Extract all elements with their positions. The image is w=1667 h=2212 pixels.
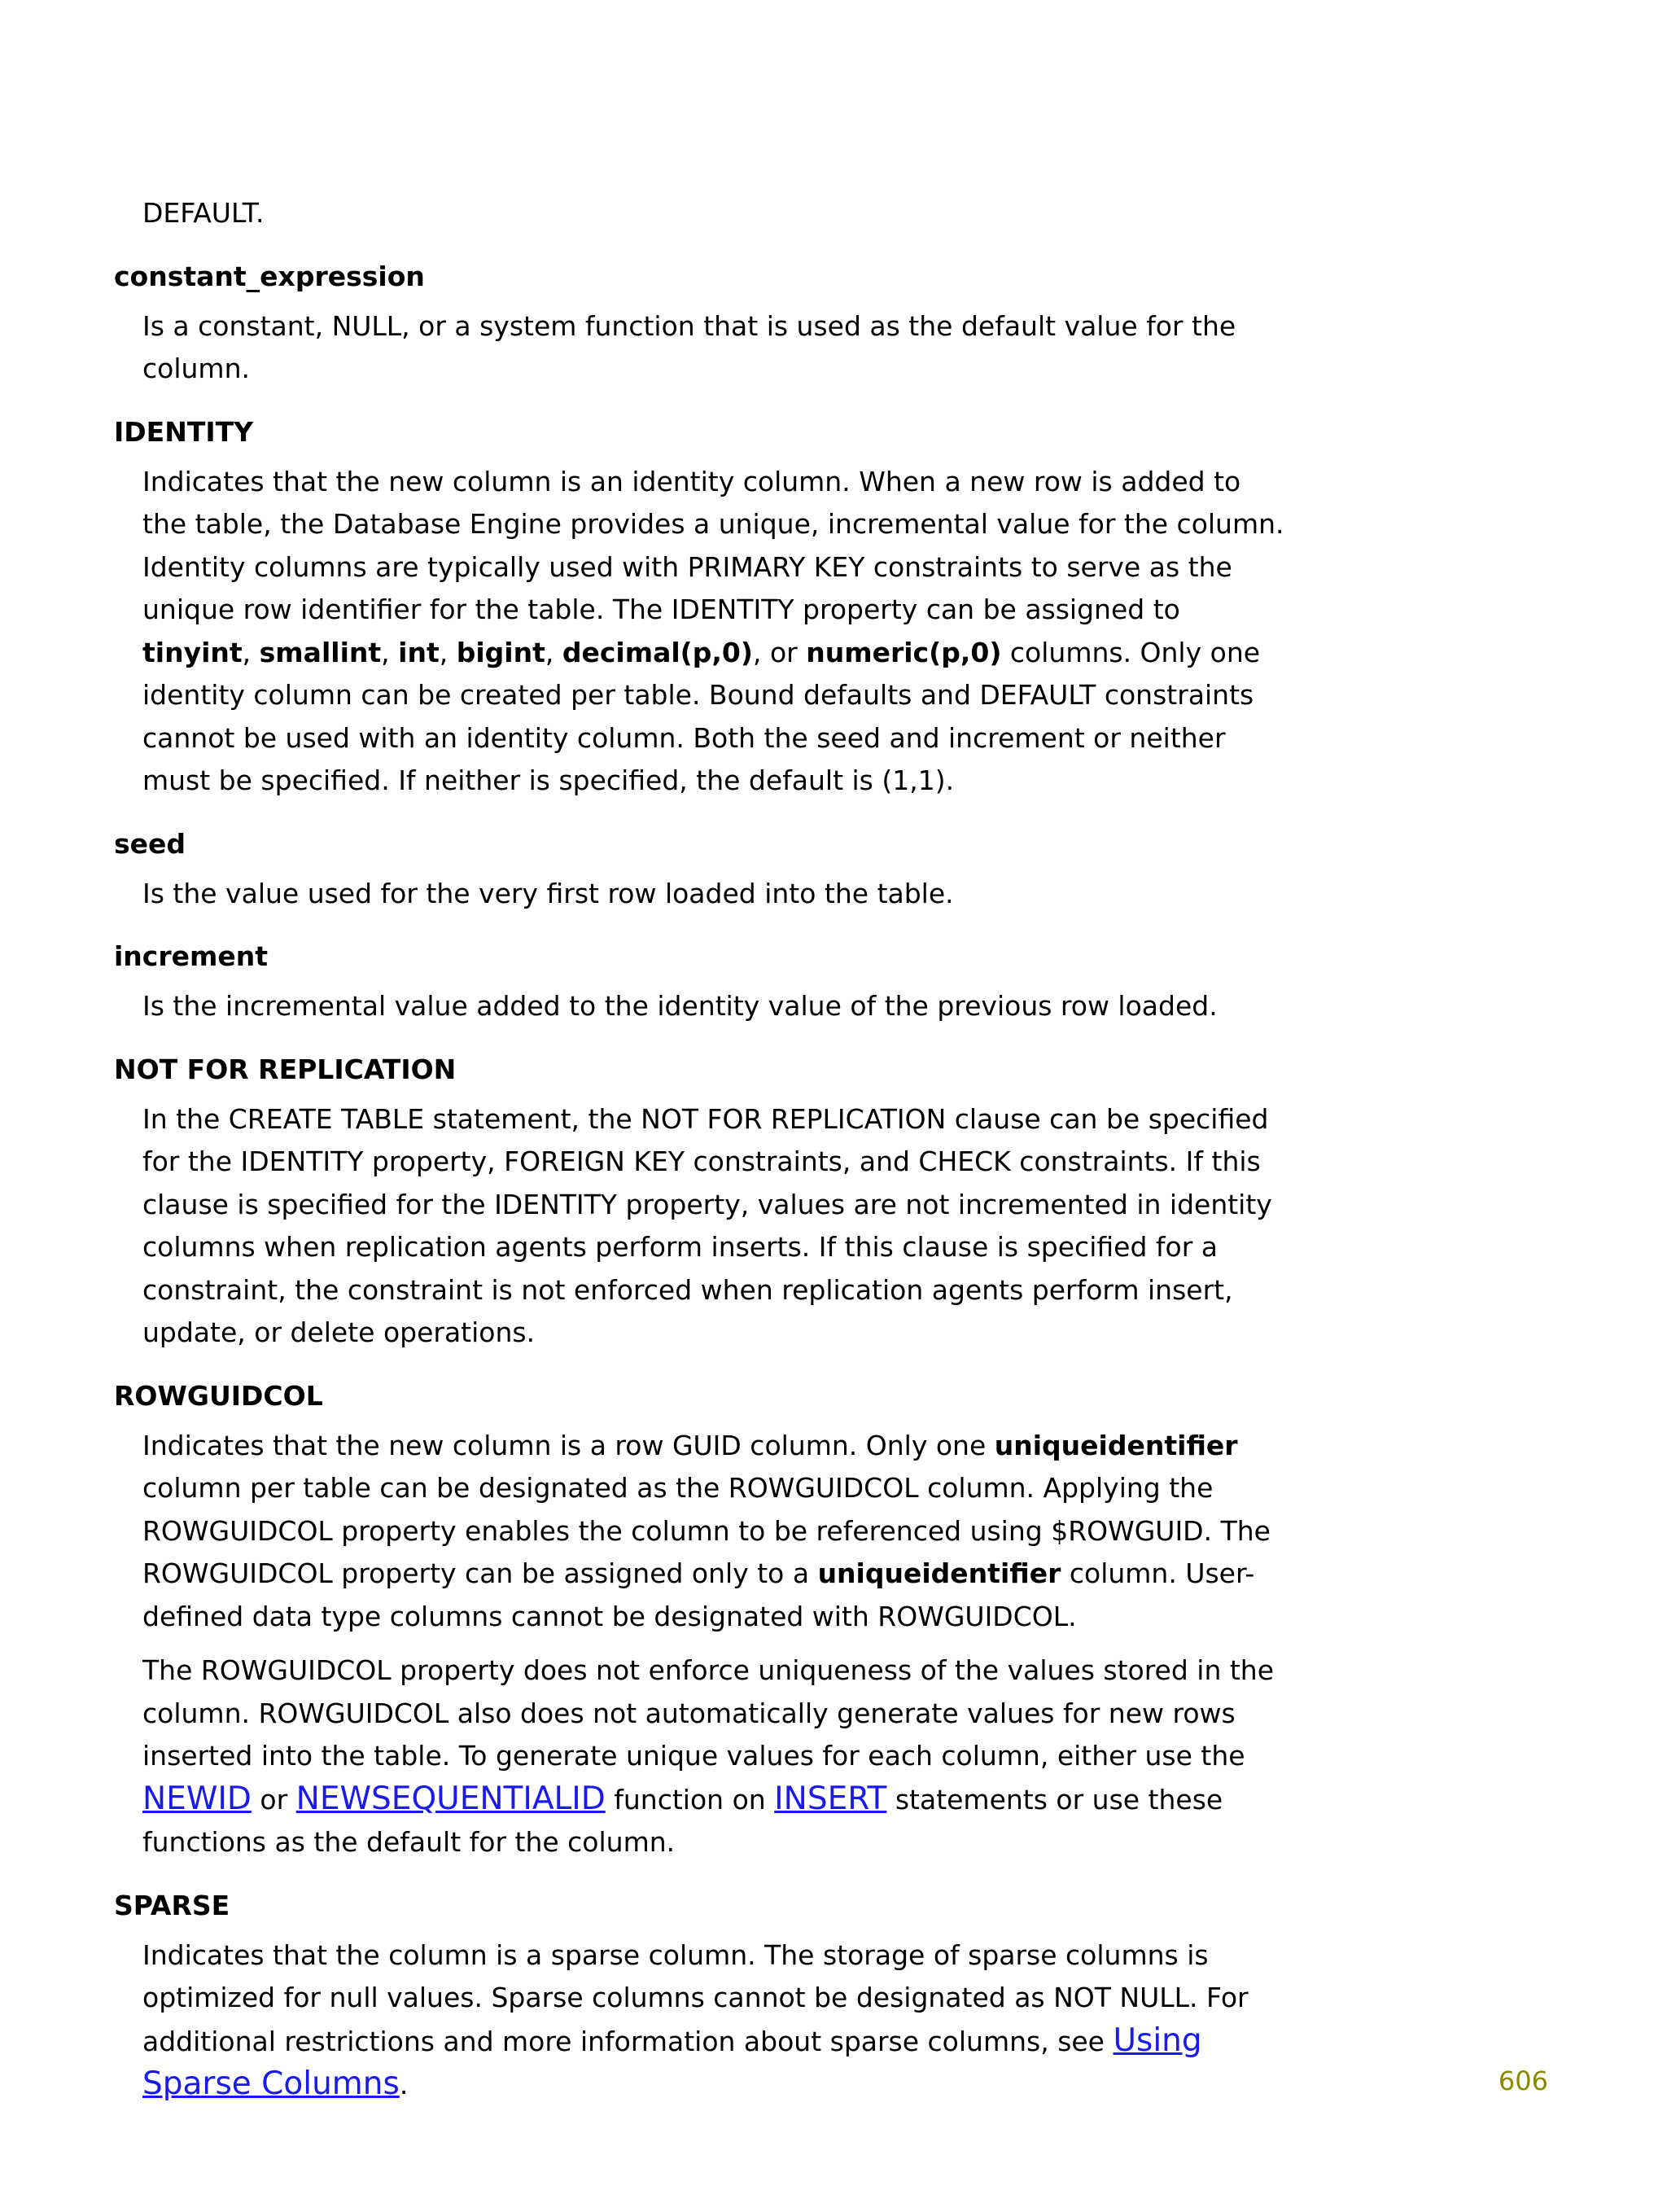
identity-type-numeric: numeric(p,0): [806, 636, 1002, 668]
rowguidcol-paragraph-2: [142, 1649, 1286, 1864]
rowguidcol-paragraph-1: [142, 1425, 1286, 1639]
desc-constant-expression: Is a constant, NULL, or a system function that is used as the default value for the column.: [142, 309, 1236, 384]
term-constant-expression: constant_expression: [114, 260, 425, 292]
desc-sparse: [142, 1934, 1286, 2107]
sparse-text-1: Indicates that the column is a sparse column. The storage of sparse columns is optimized for null values. Sparse columns cannot be designated as NOT NULL. For additional restrictions and more information about sparse columns, see: [142, 1938, 1249, 2057]
identity-type-tinyint: tinyint: [142, 636, 243, 668]
page-content: [114, 192, 1286, 2107]
term-seed: seed: [114, 827, 186, 860]
rowguidcol-p1-text-1: Indicates that the new column is a row GUID column. Only one: [142, 1429, 995, 1461]
rowguidcol-p1-bold-2: uniqueidentifier: [817, 1557, 1061, 1589]
rowguidcol-p1-bold-1: uniqueidentifier: [994, 1429, 1238, 1461]
rowguidcol-p2-text-1: The ROWGUIDCOL property does not enforce uniqueness of the values stored in the column. ROWGUIDCOL also does not automatically generate values for new rows inserted into the table. To generate unique values for each column, either use the: [142, 1654, 1275, 1772]
term-identity: IDENTITY: [114, 415, 254, 448]
rowguidcol-p1-text-2: column per table can be designated as the ROWGUIDCOL column. Applying the ROWGUIDCOL property enables the column to be referenced using $ROWGUID. The ROWGUIDCOL property can be assigned only to a: [142, 1472, 1271, 1589]
desc-seed: Is the value used for the very first row loaded into the table.: [142, 877, 954, 909]
identity-sep-5: , or: [752, 636, 807, 668]
newsequentialid-link[interactable]: NEWSEQUENTIALID: [295, 1780, 606, 1817]
term-rowguidcol: ROWGUIDCOL: [114, 1379, 323, 1412]
term-sparse: SPARSE: [114, 1889, 230, 1921]
identity-type-bigint: bigint: [456, 636, 545, 668]
newid-link[interactable]: NEWID: [142, 1780, 252, 1817]
term-not-for-replication: NOT FOR REPLICATION: [114, 1053, 457, 1085]
rowguidcol-p2-text-2: or: [251, 1783, 296, 1816]
page-number: 606: [1498, 2065, 1548, 2096]
rowguidcol-p2-text-4: statements or use these functions as the default for the column.: [142, 1783, 1223, 1858]
identity-type-int: int: [398, 636, 440, 668]
desc-increment: Is the incremental value added to the identity value of the previous row loaded.: [142, 990, 1218, 1022]
identity-sep-4: ,: [545, 636, 562, 668]
identity-sep-1: ,: [242, 636, 260, 668]
lead-text: DEFAULT.: [142, 197, 265, 229]
identity-text-1: Indicates that the new column is an identity column. When a new row is added to the table, the Database Engine provides a unique, incremental value for the column. Identity columns are typically used with PRIMARY KEY constraints to serve as the unique row identifier for the table. The IDENTITY property can be assigned to: [142, 465, 1284, 625]
rowguidcol-p1-text-3: column. User-defined data type columns cannot be designated with ROWGUIDCOL.: [142, 1557, 1255, 1632]
identity-type-decimal: decimal(p,0): [562, 636, 753, 668]
desc-rowguidcol: [142, 1425, 1286, 1864]
desc-identity: [142, 461, 1286, 803]
using-sparse-columns-link[interactable]: Using Sparse Columns: [142, 2021, 1202, 2102]
rowguidcol-p2-text-3: function on: [605, 1783, 775, 1816]
sparse-text-2: .: [399, 2069, 409, 2100]
insert-link[interactable]: INSERT: [774, 1780, 887, 1817]
desc-not-for-replication: In the CREATE TABLE statement, the NOT FOR REPLICATION clause can be specified for the IDENTITY property, FOREIGN KEY constraints, and CHECK constraints. If this clause is specified for the IDENTITY property, values are not incremented in identity columns when replication agents perform inserts. If this clause is specified for a constraint, the constraint is not enforced when replication agents perform insert, update, or delete operations.: [142, 1102, 1272, 1348]
identity-sep-2: ,: [381, 636, 399, 668]
identity-sep-3: ,: [439, 636, 457, 668]
term-increment: increment: [114, 940, 269, 972]
identity-text-2: columns. Only one identity column can be created per table. Bound defaults and DEFAULT constraints cannot be used with an identity column. Both the seed and increment or neither must be specified. If neither is specified, the default is (1,1).: [142, 636, 1261, 796]
identity-type-smallint: smallint: [259, 636, 382, 668]
